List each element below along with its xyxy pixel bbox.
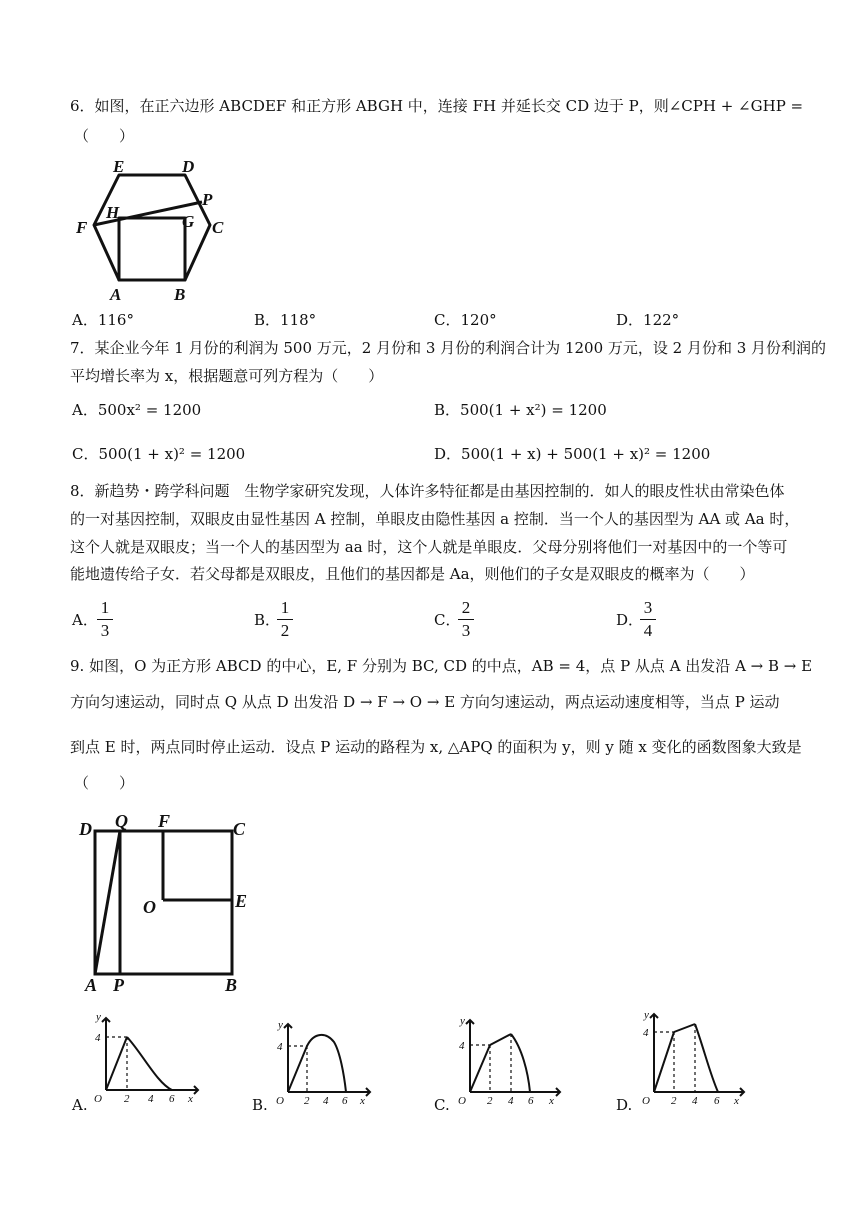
origin-label: O — [276, 1095, 284, 1107]
q9-option-b-label[interactable]: B. — [252, 1096, 268, 1114]
axis-y-label: y — [644, 1009, 649, 1021]
q7-option-b[interactable]: B．500(1 + x²) = 1200 — [434, 401, 607, 419]
label-e: E — [113, 157, 125, 176]
q9-option-d-graph[interactable] — [640, 1004, 750, 1108]
segment-aq — [95, 831, 120, 974]
label-d: D — [79, 819, 92, 839]
tick-2: 2 — [671, 1095, 677, 1107]
tick-6: 6 — [342, 1095, 348, 1107]
axis-x-label: x — [549, 1095, 554, 1107]
tick-6: 6 — [714, 1095, 720, 1107]
q9-option-d-label[interactable]: D. — [616, 1096, 633, 1114]
axis-y-label: y — [460, 1015, 465, 1027]
tick-2: 2 — [124, 1093, 130, 1105]
axis-x-label: x — [734, 1095, 739, 1107]
q8-option-b-fraction — [277, 598, 293, 641]
denominator: 2 — [280, 621, 290, 640]
q9-stem-line3: 到点 E 时，两点同时停止运动．设点 P 运动的路程为 x, △APQ 的面积为 y，则 y 随 x 变化的函数图象大致是 — [70, 738, 802, 756]
label-b: B — [225, 975, 238, 995]
tick-4: 4 — [277, 1041, 283, 1053]
numerator: 1 — [97, 598, 113, 620]
tick-4: 4 — [643, 1027, 649, 1039]
q8-stem-line3: 这个人就是双眼皮；当一个人的基因型为 aa 时，这个人就是单眼皮．父母分别将他们一对基因中的一个等可 — [70, 538, 788, 556]
label-h: H — [106, 203, 120, 222]
label-d: D — [182, 157, 195, 176]
q6-stem-line2: （ ） — [74, 127, 135, 145]
q8-stem-line2: 的一对基因控制，双眼皮由显性基因 A 控制，单眼皮由隐性基因 a 控制．当一个人的基因型为 AA 或 Aa 时， — [70, 510, 800, 528]
q9-option-a-graph[interactable] — [92, 1008, 202, 1108]
q6-option-d[interactable]: D．122° — [616, 311, 680, 329]
label-c: C — [233, 819, 246, 839]
q9-stem-line1: 9. 如图，O 为正方形 ABCD 的中心，E, F 分别为 BC, CD 的中点，AB = 4，点 P 从点 A 出发沿 A → B → E — [70, 657, 813, 675]
label-a: A — [85, 975, 98, 995]
q8-option-d-fraction — [640, 598, 656, 641]
q7-option-a[interactable]: A．500x² = 1200 — [72, 401, 202, 419]
q6-option-c[interactable]: C．120° — [434, 311, 497, 329]
q9-option-c-label[interactable]: C. — [434, 1096, 450, 1114]
origin-label: O — [458, 1095, 466, 1107]
axis-x-label: x — [360, 1095, 365, 1107]
q9-option-c-graph[interactable] — [456, 1010, 566, 1108]
origin-label: O — [94, 1093, 102, 1105]
q9-stem-line4: （ ） — [74, 774, 135, 792]
q9-option-b-graph[interactable] — [274, 1014, 374, 1108]
q8-stem-line1: 8．新趋势・跨学科问题 生物学家研究发现，人体许多特征都是由基因控制的．如人的眼皮性状由常染色体 — [70, 482, 785, 500]
tick-2: 2 — [304, 1095, 310, 1107]
tick-4: 4 — [459, 1040, 465, 1052]
q8-stem-line4: 能地遗传给子女．若父母都是双眼皮，且他们的基因都是 Aa，则他们的子女是双眼皮的概率为（ ） — [70, 565, 755, 583]
axis-x-label: x — [188, 1093, 193, 1105]
q8-option-a-fraction — [97, 598, 113, 641]
label-a: A — [110, 285, 122, 304]
numerator: 2 — [458, 598, 474, 620]
q6-stem-line1: 6．如图，在正六边形 ABCDEF 和正方形 ABGH 中，连接 FH 并延长交 CD 边于 P，则∠CPH + ∠GHP = — [70, 97, 804, 115]
label-f: F — [76, 218, 88, 237]
axis-y-label: y — [96, 1011, 101, 1023]
q8-option-b-letter[interactable]: B． — [254, 611, 281, 629]
q8-option-c-fraction — [458, 598, 474, 641]
denominator: 4 — [643, 621, 653, 640]
label-q: Q — [115, 811, 128, 831]
label-c: C — [212, 218, 224, 237]
origin-label: O — [642, 1095, 650, 1107]
q8-option-d-letter[interactable]: D． — [616, 611, 644, 629]
label-b: B — [174, 285, 186, 304]
q7-option-d[interactable]: D．500(1 + x) + 500(1 + x)² = 1200 — [434, 445, 711, 463]
q6-option-b[interactable]: B．118° — [254, 311, 317, 329]
tick-6: 6 — [528, 1095, 534, 1107]
tick-4x: 4 — [148, 1093, 154, 1105]
tick-4x: 4 — [323, 1095, 329, 1107]
label-f: F — [158, 811, 171, 831]
tick-4x: 4 — [692, 1095, 698, 1107]
label-p: P — [113, 975, 124, 995]
q7-stem-line2: 平均增长率为 x，根据题意可列方程为（ ） — [70, 367, 384, 385]
label-e: E — [235, 891, 248, 911]
tick-6: 6 — [169, 1093, 175, 1105]
tick-4x: 4 — [508, 1095, 514, 1107]
q8-option-c-letter[interactable]: C． — [434, 611, 461, 629]
denominator: 3 — [100, 621, 110, 640]
tick-4: 4 — [95, 1032, 101, 1044]
label-o: O — [143, 897, 156, 917]
square-shape — [119, 218, 185, 280]
label-g: G — [182, 212, 195, 231]
hexagon-square-figure — [70, 155, 240, 305]
axis-y-label: y — [278, 1019, 283, 1031]
q9-option-a-label[interactable]: A. — [72, 1096, 88, 1114]
tick-2: 2 — [487, 1095, 493, 1107]
q7-stem-line1: 7．某企业今年 1 月份的利润为 500 万元，2 月份和 3 月份的利润合计为 1200 万元，设 2 月份和 3 月份利润的 — [70, 339, 827, 357]
q6-option-a[interactable]: A．116° — [72, 311, 134, 329]
label-p: P — [202, 190, 213, 209]
denominator: 3 — [461, 621, 471, 640]
q8-option-a-letter[interactable]: A． — [72, 611, 98, 629]
numerator: 1 — [277, 598, 293, 620]
q9-stem-line2: 方向匀速运动，同时点 Q 从点 D 出发沿 D → F → O → E 方向匀速运动，两点运动速度相等，当点 P 运动 — [70, 693, 780, 711]
square-motion-figure — [75, 805, 265, 995]
q7-option-c[interactable]: C．500(1 + x)² = 1200 — [72, 445, 246, 463]
numerator: 3 — [640, 598, 656, 620]
